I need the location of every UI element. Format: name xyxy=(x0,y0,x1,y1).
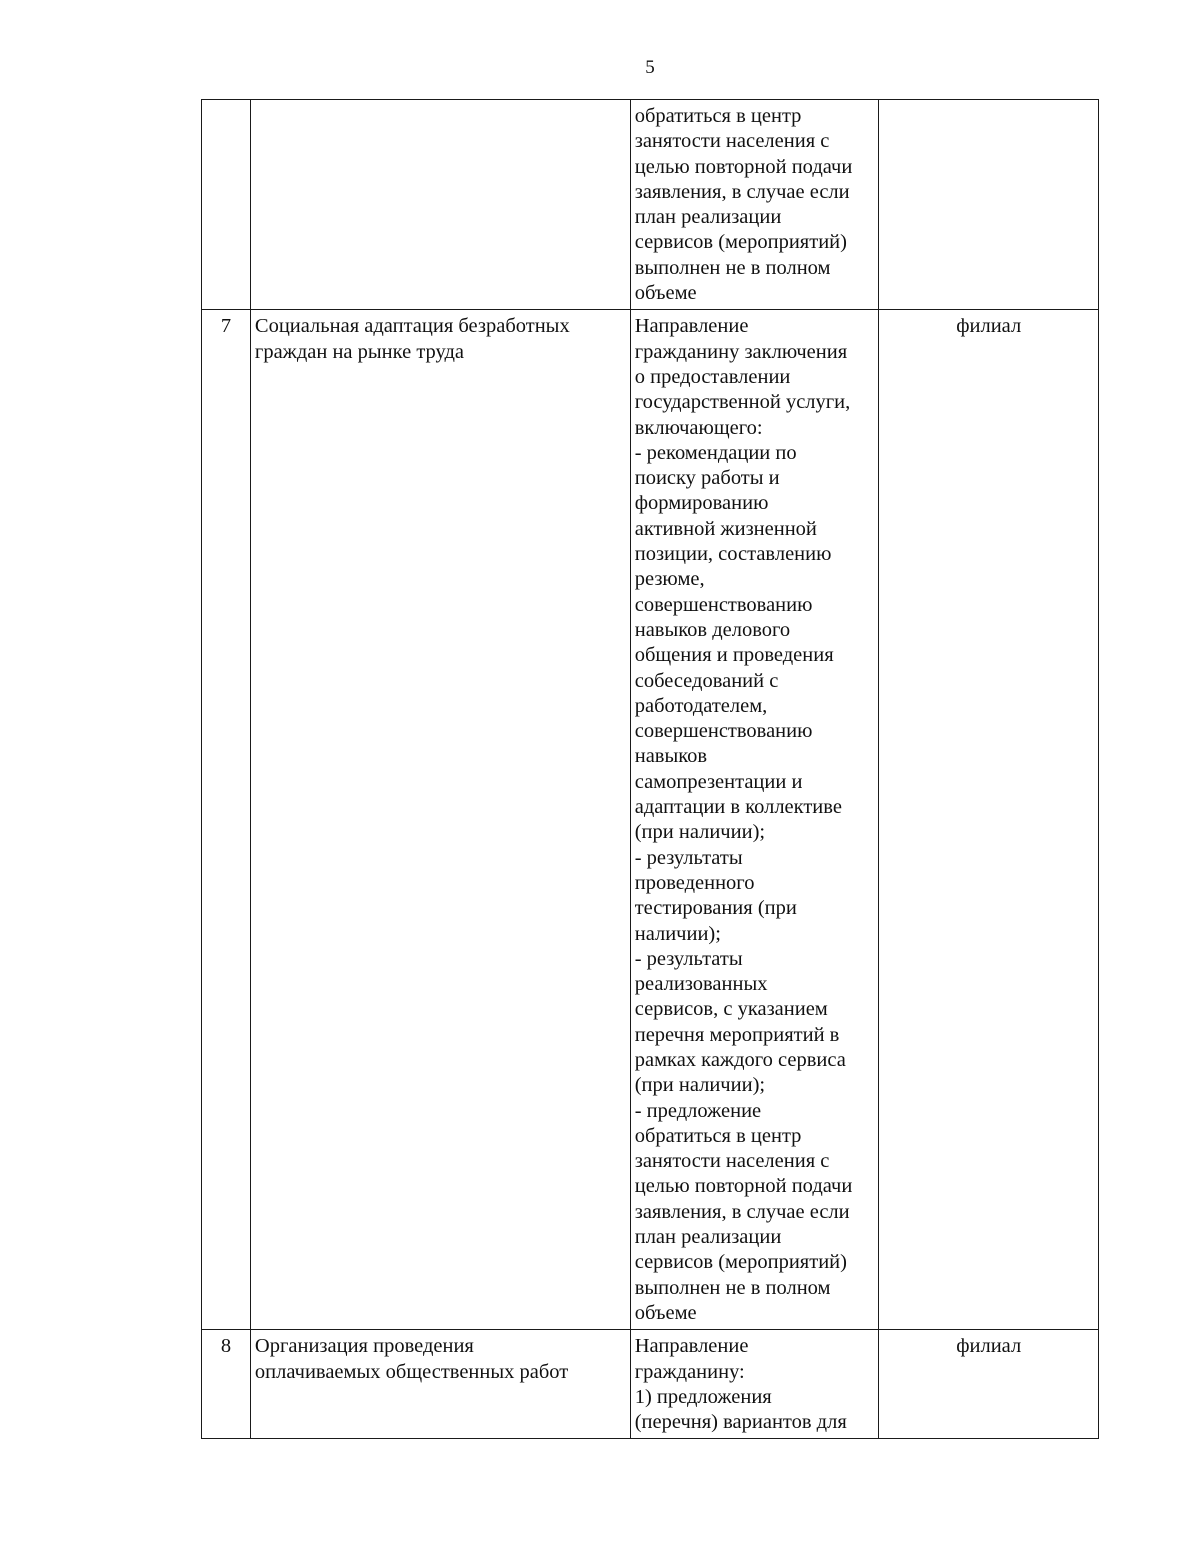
text-line: включающего: xyxy=(634,416,763,439)
text-line: - результаты xyxy=(634,947,743,970)
executor-cell: филиал xyxy=(879,310,1099,1330)
text-line: выполнен не в полном xyxy=(634,256,831,279)
text-line: адаптации в коллективе xyxy=(634,796,842,819)
text-line: обратиться в центр xyxy=(634,1124,802,1147)
text-line: реализованных xyxy=(634,973,768,996)
text-line: наличии); xyxy=(634,922,721,945)
text-line: занятости населения с xyxy=(634,1150,830,1173)
text-line: государственной услуги, xyxy=(634,391,851,414)
text-line: позиции, составлению xyxy=(634,543,832,566)
text-line: - результаты xyxy=(634,846,743,869)
text-line: сервисов, с указанием xyxy=(634,998,828,1021)
row-number-cell: 8 xyxy=(202,1330,251,1439)
table-body xyxy=(202,100,1099,1439)
text-line: план реализации xyxy=(634,1226,782,1249)
text-line: навыков делового xyxy=(634,618,791,641)
row-number-cell xyxy=(202,100,251,310)
page-number: 5 xyxy=(645,57,655,78)
text-line: 1) предложения xyxy=(634,1385,772,1408)
text-line: план реализации xyxy=(634,206,782,229)
text-line: Организация проведения xyxy=(254,1335,474,1358)
text-line: собеседований с xyxy=(634,669,779,692)
text-line: сервисов (мероприятий) xyxy=(634,1251,847,1274)
executor-cell: филиал xyxy=(879,1330,1099,1439)
text-line: навыков xyxy=(634,745,708,768)
text-line: работодателем, xyxy=(634,694,768,717)
text-line: совершенствованию xyxy=(634,593,813,616)
table-row xyxy=(202,310,1099,1330)
text-line: совершенствованию xyxy=(634,720,813,743)
text-line: сервисов (мероприятий) xyxy=(634,231,847,254)
text-line: рамках каждого сервиса xyxy=(634,1048,846,1071)
text-line: заявления, в случае если xyxy=(634,180,850,203)
text-line: Направление xyxy=(634,315,749,338)
text-line: общения и проведения xyxy=(634,644,834,667)
text-line: поиску работы и xyxy=(634,467,780,490)
text-line: выполнен не в полном xyxy=(634,1276,831,1299)
text-line: занятости населения с xyxy=(634,130,830,153)
text-line: гражданину заключения xyxy=(634,340,848,363)
executor-cell xyxy=(879,100,1099,310)
text-line: (перечня) вариантов для xyxy=(634,1411,847,1434)
service-name-cell xyxy=(250,100,630,310)
text-line: самопрезентации и xyxy=(634,770,803,793)
text-line: - рекомендации по xyxy=(634,441,797,464)
table-row xyxy=(202,1330,1099,1439)
text-line: активной жизненной xyxy=(634,517,817,540)
text-line: объеме xyxy=(634,282,697,305)
text-line: целью повторной подачи xyxy=(634,155,853,178)
result-cell xyxy=(630,310,879,1330)
text-line: объеме xyxy=(634,1301,697,1324)
text-line: оплачиваемых общественных работ xyxy=(254,1360,569,1383)
text-line: - предложение xyxy=(634,1099,762,1122)
service-name-cell xyxy=(250,310,630,1330)
text-line: Направление xyxy=(634,1335,749,1358)
text-line: Социальная адаптация безработных xyxy=(254,315,570,338)
text-line: (при наличии); xyxy=(634,821,766,844)
text-line: граждан на рынке труда xyxy=(254,340,464,363)
result-cell xyxy=(630,100,879,310)
row-number-cell: 7 xyxy=(202,310,251,1330)
table-row xyxy=(202,100,1099,310)
text-line: резюме, xyxy=(634,568,705,591)
result-cell xyxy=(630,1330,879,1439)
text-line: целью повторной подачи xyxy=(634,1175,853,1198)
services-table xyxy=(201,99,1099,1439)
text-line: тестирования (при xyxy=(634,897,797,920)
text-line: обратиться в центр xyxy=(634,105,802,127)
text-line: формированию xyxy=(634,492,769,515)
text-line: (при наличии); xyxy=(634,1074,766,1097)
service-name-cell xyxy=(250,1330,630,1439)
text-line: проведенного xyxy=(634,871,755,894)
text-line: гражданину: xyxy=(634,1360,745,1383)
text-line: перечня мероприятий в xyxy=(634,1023,840,1046)
text-line: заявления, в случае если xyxy=(634,1200,850,1223)
text-line: о предоставлении xyxy=(634,365,791,388)
